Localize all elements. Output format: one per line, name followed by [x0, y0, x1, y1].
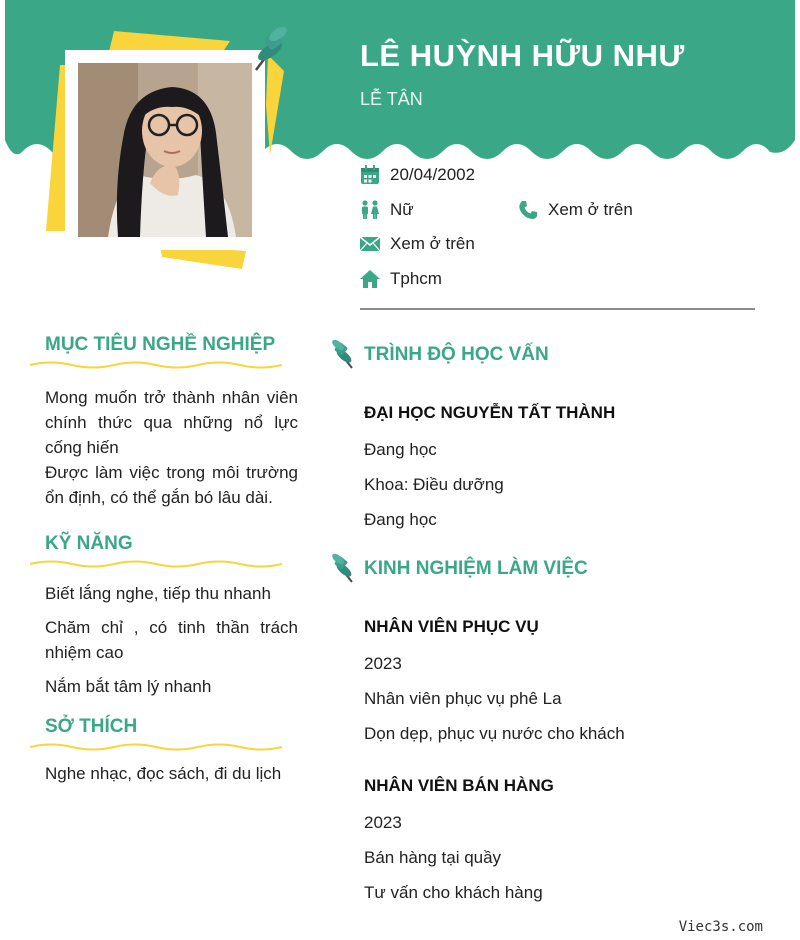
hobbies-wave-divider	[30, 742, 282, 752]
experience-heading: KINH NGHIỆM LÀM VIỆC	[364, 558, 588, 579]
contact-address	[360, 269, 442, 289]
contact-phone	[518, 200, 633, 220]
job-place: Bán hàng tại quầy	[364, 848, 502, 867]
job-description: Dọn dẹp, phục vụ nước cho khách	[364, 724, 625, 743]
gender-icon	[360, 200, 380, 220]
objective-heading: MỤC TIÊU NGHỀ NGHIỆP	[45, 334, 276, 355]
skills-wave-divider	[30, 559, 282, 569]
envelope-icon	[360, 234, 380, 254]
calendar-icon	[360, 165, 380, 185]
email-value: Xem ở trên	[390, 234, 475, 253]
job-title: LỄ TÂN	[360, 89, 423, 109]
job-position: NHÂN VIÊN BÁN HÀNG	[364, 776, 554, 795]
hobbies-text: Nghe nhạc, đọc sách, đi du lịch	[45, 764, 282, 783]
pushpin-icon	[330, 338, 360, 372]
job-year: 2023	[364, 813, 402, 832]
phone-value: Xem ở trên	[548, 200, 633, 219]
job-position: NHÂN VIÊN PHỤC VỤ	[364, 617, 539, 636]
full-name: LÊ HUỲNH HỮU NHƯ	[360, 38, 685, 73]
dob-value: 20/04/2002	[390, 165, 476, 184]
pushpin-icon	[330, 552, 360, 586]
contact-dob	[360, 165, 475, 185]
education-header	[330, 338, 549, 372]
education-major: Khoa: Điều dưỡng	[364, 475, 504, 494]
profile-photo	[78, 63, 252, 237]
phone-icon	[518, 200, 538, 220]
contact-email	[360, 234, 475, 254]
school-name: ĐẠI HỌC NGUYỄN TẤT THÀNH	[364, 403, 616, 422]
objective-text: Mong muốn trở thành nhân viên chính thức qua những nổ lực cống hiến Được làm việc trong môi trường ổn định, có thể gắn bó lâu dài.	[45, 388, 298, 507]
contact-gender	[360, 200, 414, 220]
brand-watermark: Viec3s.com	[678, 919, 763, 935]
experience-header	[330, 552, 588, 586]
education-status: Đang học	[364, 440, 437, 459]
address-value: Tphcm	[390, 269, 442, 288]
skill-item: Nắm bắt tâm lý nhanh	[45, 677, 212, 696]
education-note: Đang học	[364, 510, 437, 529]
objective-wave-divider	[30, 360, 282, 370]
hobbies-heading: SỞ THÍCH	[45, 716, 138, 737]
job-year: 2023	[364, 654, 402, 673]
skill-item: Biết lắng nghe, tiếp thu nhanh	[45, 584, 271, 603]
pushpin-icon	[248, 24, 292, 74]
skill-item: Chăm chỉ , có tinh thần trách nhiệm cao	[45, 618, 298, 662]
skills-heading: KỸ NĂNG	[45, 533, 133, 554]
education-heading: TRÌNH ĐỘ HỌC VẤN	[364, 344, 549, 365]
header-divider	[360, 308, 755, 310]
profile-photo-frame	[65, 50, 265, 250]
gender-value: Nữ	[390, 200, 414, 219]
left-column	[30, 330, 300, 786]
job-description: Tư vấn cho khách hàng	[364, 883, 543, 902]
job-place: Nhân viên phục vụ phê La	[364, 689, 562, 708]
home-icon	[360, 269, 380, 289]
